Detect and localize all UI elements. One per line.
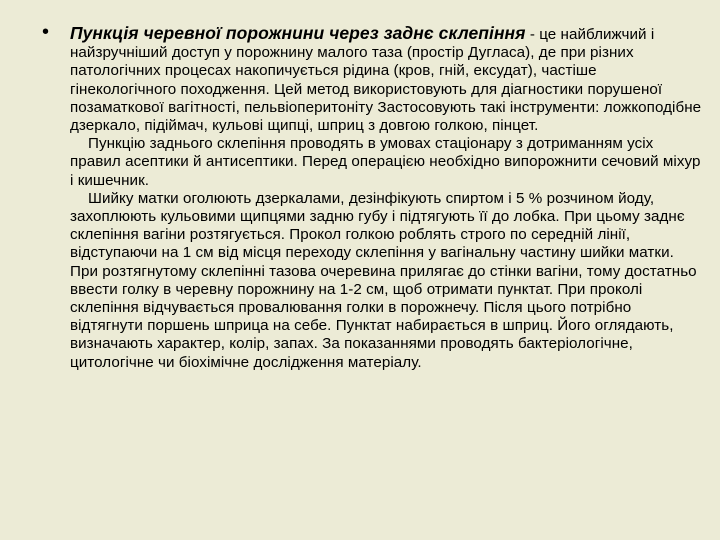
slide-heading: Пункція черевної порожнини через заднє склепіння	[70, 23, 526, 43]
heading-tail-text: - це найближчий і найзручніший доступ у порожнину малого таза (простір Дугласа), де при різних патологічних процесах накопичується рідина (кров, гній, ексудат), частіше гінекологічного походження. Цей метод використовують для діагностики порушеної позаматкової вагітності, пельвіоперитоніту Застосовують такі інструменти: ложкоподібне дзеркало, підіймач, кульові щипці, шприц з довгою голкою, пінцет.	[70, 26, 702, 135]
paragraph-1	[70, 24, 706, 135]
paragraph-2: Пункцію заднього склепіння проводять в умовах стаціонару з дотриманням усіх правил асептики й антисептики. Перед операцією необхідно випорожнити сечовий міхур і кишечник.	[70, 135, 701, 189]
bullet-marker: •	[42, 21, 50, 43]
paragraph-3: Шийку матки оголюють дзеркалами, дезінфікують спиртом і 5 % розчином йоду, захоплюють кульовими щипцями задню губу і підтягують її до лобка. При цьому заднє склепіння вагіни розтягується. Прокол голкою роблять строго по середній лінії, відступаючи на 1 см від місця переходу склепіння у вагінальну частину шийки матки. При розтягнутому склепінні тазова очеревина прилягає до стінки вагіни, тому достатньо ввести голку в черевну порожнину на 1-2 см, щоб отримати пунктат. При проколі склепіння відчувається провалювання голки в порожнечу. Після цього потрібно відтягнути поршень шприца на себе. Пунктат набирається в шприц. Його оглядають, визначають характер, колір, запах. За показаннями проводять бактеріологічне, цитологічне чи біохімічне дослідження матеріалу.	[70, 189, 697, 371]
slide-text-body	[70, 24, 706, 372]
